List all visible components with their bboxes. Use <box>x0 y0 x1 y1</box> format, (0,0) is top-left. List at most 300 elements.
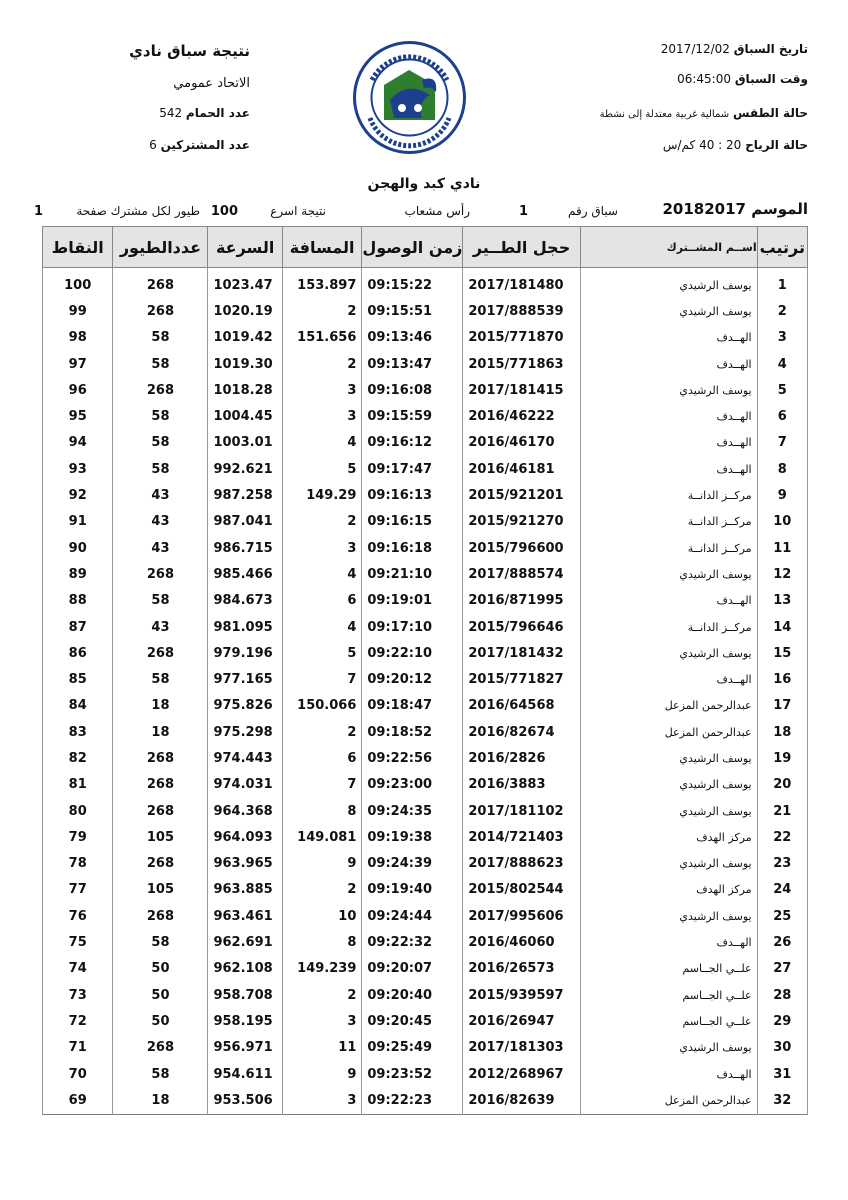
cell-arrival: 09:19:01 <box>362 588 463 614</box>
cell-points: 92 <box>43 482 113 508</box>
cell-distance: 8 <box>282 798 362 824</box>
cell-ring: 2014/721403 <box>463 824 580 850</box>
cell-speed: 963.885 <box>208 877 282 903</box>
cell-points: 81 <box>43 772 113 798</box>
table-row <box>43 693 808 719</box>
cell-rank: 16 <box>757 666 807 692</box>
cell-rank: 11 <box>757 535 807 561</box>
cell-ring: 2015/802544 <box>463 877 580 903</box>
cell-speed: 958.708 <box>208 982 282 1008</box>
club-name: نادي كبد والهجن <box>367 176 481 192</box>
cell-arrival: 09:22:56 <box>362 745 463 771</box>
cell-points: 90 <box>43 535 113 561</box>
cell-distance: 9 <box>282 851 362 877</box>
fastest-count: 100 <box>210 204 238 219</box>
table-row <box>43 772 808 798</box>
union-type: الاتحاد عمومي <box>173 76 250 91</box>
cell-arrival: 09:15:51 <box>362 298 463 324</box>
cell-distance: 6 <box>282 745 362 771</box>
table-row <box>43 268 808 299</box>
cell-arrival: 09:21:10 <box>362 561 463 587</box>
cell-ring: 2017/181102 <box>463 798 580 824</box>
cell-birds: 50 <box>113 1008 208 1034</box>
cell-arrival: 09:16:13 <box>362 482 463 508</box>
cell-birds: 268 <box>113 851 208 877</box>
cell-arrival: 09:13:46 <box>362 325 463 351</box>
cell-participant: عبدالرحمن المزعل <box>580 1087 757 1114</box>
cell-rank: 10 <box>757 509 807 535</box>
cell-distance: 9 <box>282 1061 362 1087</box>
cell-points: 98 <box>43 325 113 351</box>
cell-rank: 30 <box>757 1035 807 1061</box>
cell-rank: 17 <box>757 693 807 719</box>
cell-birds: 268 <box>113 640 208 666</box>
table-row <box>43 1008 808 1034</box>
cell-arrival: 09:23:00 <box>362 772 463 798</box>
cell-distance: 11 <box>282 1035 362 1061</box>
cell-arrival: 09:15:59 <box>362 403 463 429</box>
cell-ring: 2017/181480 <box>463 268 580 299</box>
cell-points: 76 <box>43 903 113 929</box>
cell-distance: 8 <box>282 929 362 955</box>
cell-distance: 4 <box>282 430 362 456</box>
cell-speed: 974.031 <box>208 772 282 798</box>
cell-participant: الهــدف <box>580 351 757 377</box>
cell-ring: 2016/871995 <box>463 588 580 614</box>
cell-birds: 268 <box>113 268 208 299</box>
cell-ring: 2016/46222 <box>463 403 580 429</box>
cell-points: 86 <box>43 640 113 666</box>
table-row <box>43 798 808 824</box>
cell-birds: 268 <box>113 745 208 771</box>
wind <box>663 138 808 152</box>
result-title: نتيجة سباق نادي <box>129 42 250 60</box>
cell-participant: يوسف الرشيدي <box>580 268 757 299</box>
cell-distance: 149.29 <box>282 482 362 508</box>
cell-points: 84 <box>43 693 113 719</box>
cell-birds: 18 <box>113 693 208 719</box>
cell-speed: 986.715 <box>208 535 282 561</box>
cell-birds: 268 <box>113 1035 208 1061</box>
cell-ring: 2016/82639 <box>463 1087 580 1114</box>
cell-rank: 26 <box>757 929 807 955</box>
cell-rank: 9 <box>757 482 807 508</box>
cell-rank: 4 <box>757 351 807 377</box>
cell-points: 79 <box>43 824 113 850</box>
cell-rank: 8 <box>757 456 807 482</box>
cell-points: 78 <box>43 851 113 877</box>
cell-birds: 58 <box>113 456 208 482</box>
cell-rank: 24 <box>757 877 807 903</box>
cell-speed: 985.466 <box>208 561 282 587</box>
cell-distance: 3 <box>282 403 362 429</box>
cell-speed: 1019.30 <box>208 351 282 377</box>
cell-ring: 2016/46181 <box>463 456 580 482</box>
cell-rank: 18 <box>757 719 807 745</box>
race-time-label: وقت السباق <box>734 72 808 86</box>
cell-arrival: 09:23:52 <box>362 1061 463 1087</box>
cell-points: 74 <box>43 956 113 982</box>
cell-points: 100 <box>43 268 113 299</box>
table-row <box>43 719 808 745</box>
cell-speed: 987.258 <box>208 482 282 508</box>
cell-rank: 27 <box>757 956 807 982</box>
cell-rank: 7 <box>757 430 807 456</box>
cell-participant: علــي الجــاسم <box>580 1008 757 1034</box>
cell-birds: 268 <box>113 798 208 824</box>
cell-points: 88 <box>43 588 113 614</box>
cell-points: 73 <box>43 982 113 1008</box>
cell-rank: 25 <box>757 903 807 929</box>
table-row <box>43 614 808 640</box>
cell-rank: 19 <box>757 745 807 771</box>
cell-arrival: 09:25:49 <box>362 1035 463 1061</box>
cell-distance: 149.239 <box>282 956 362 982</box>
cell-rank: 20 <box>757 772 807 798</box>
cell-birds: 18 <box>113 719 208 745</box>
table-row <box>43 1087 808 1114</box>
cell-participant: يوسف الرشيدي <box>580 298 757 324</box>
cell-birds: 43 <box>113 614 208 640</box>
cell-birds: 268 <box>113 903 208 929</box>
weather <box>600 106 808 120</box>
cell-distance: 150.066 <box>282 693 362 719</box>
cell-participant: علــي الجــاسم <box>580 956 757 982</box>
cell-speed: 963.461 <box>208 903 282 929</box>
table-row <box>43 456 808 482</box>
cell-rank: 21 <box>757 798 807 824</box>
cell-distance: 3 <box>282 1087 362 1114</box>
col-arrival: زمن الوصول <box>362 227 463 268</box>
cell-ring: 2016/2826 <box>463 745 580 771</box>
results-table <box>42 226 808 1115</box>
table-row <box>43 430 808 456</box>
cell-birds: 58 <box>113 666 208 692</box>
cell-arrival: 09:15:22 <box>362 268 463 299</box>
cell-ring: 2017/181303 <box>463 1035 580 1061</box>
cell-speed: 975.826 <box>208 693 282 719</box>
cell-speed: 1019.42 <box>208 325 282 351</box>
race-time <box>677 72 808 86</box>
cell-points: 87 <box>43 614 113 640</box>
table-row <box>43 851 808 877</box>
cell-ring: 2015/771863 <box>463 351 580 377</box>
cell-participant: يوسف الرشيدي <box>580 798 757 824</box>
table-header-row <box>43 227 808 268</box>
cell-points: 93 <box>43 456 113 482</box>
cell-arrival: 09:20:12 <box>362 666 463 692</box>
table-row <box>43 1035 808 1061</box>
table-row <box>43 640 808 666</box>
cell-points: 71 <box>43 1035 113 1061</box>
cell-distance: 6 <box>282 588 362 614</box>
cell-birds: 58 <box>113 351 208 377</box>
cell-points: 99 <box>43 298 113 324</box>
cell-points: 69 <box>43 1087 113 1114</box>
cell-arrival: 09:20:07 <box>362 956 463 982</box>
cell-ring: 2015/796600 <box>463 535 580 561</box>
cell-birds: 43 <box>113 482 208 508</box>
cell-rank: 3 <box>757 325 807 351</box>
cell-ring: 2017/995606 <box>463 903 580 929</box>
cell-rank: 1 <box>757 268 807 299</box>
cell-distance: 5 <box>282 456 362 482</box>
cell-ring: 2016/82674 <box>463 719 580 745</box>
table-row <box>43 982 808 1008</box>
cell-points: 89 <box>43 561 113 587</box>
cell-speed: 962.108 <box>208 956 282 982</box>
cell-arrival: 09:17:47 <box>362 456 463 482</box>
cell-ring: 2017/181415 <box>463 377 580 403</box>
cell-distance: 10 <box>282 903 362 929</box>
col-speed: السرعة <box>208 227 282 268</box>
cell-rank: 5 <box>757 377 807 403</box>
table-row <box>43 877 808 903</box>
cell-points: 82 <box>43 745 113 771</box>
cell-ring: 2016/26947 <box>463 1008 580 1034</box>
cell-rank: 29 <box>757 1008 807 1034</box>
col-distance: المسافة <box>282 227 362 268</box>
cell-speed: 962.691 <box>208 929 282 955</box>
cell-rank: 12 <box>757 561 807 587</box>
cell-speed: 953.506 <box>208 1087 282 1114</box>
cell-birds: 105 <box>113 824 208 850</box>
cell-ring: 2017/888623 <box>463 851 580 877</box>
cell-speed: 958.195 <box>208 1008 282 1034</box>
table-row <box>43 588 808 614</box>
cell-birds: 268 <box>113 772 208 798</box>
table-row <box>43 509 808 535</box>
cell-points: 96 <box>43 377 113 403</box>
cell-rank: 15 <box>757 640 807 666</box>
cell-participant: يوسف الرشيدي <box>580 851 757 877</box>
cell-arrival: 09:16:12 <box>362 430 463 456</box>
wind-value: 20 : 40 كم/س <box>662 138 742 152</box>
cell-participant: الهــدف <box>580 1061 757 1087</box>
cell-points: 83 <box>43 719 113 745</box>
cell-participant: الهــدف <box>580 403 757 429</box>
table-row <box>43 1061 808 1087</box>
pigeon-count <box>159 106 250 120</box>
cell-distance: 5 <box>282 640 362 666</box>
cell-distance: 2 <box>282 982 362 1008</box>
cell-arrival: 09:18:47 <box>362 693 463 719</box>
cell-birds: 58 <box>113 403 208 429</box>
cell-distance: 4 <box>282 561 362 587</box>
cell-arrival: 09:20:40 <box>362 982 463 1008</box>
cell-participant: يوسف الرشيدي <box>580 903 757 929</box>
wind-label: حالة الرياح <box>745 138 808 152</box>
cell-arrival: 09:24:39 <box>362 851 463 877</box>
cell-participant: عبدالرحمن المزعل <box>580 719 757 745</box>
cell-birds: 105 <box>113 877 208 903</box>
cell-participant: يوسف الرشيدي <box>580 1035 757 1061</box>
table-row <box>43 666 808 692</box>
cell-birds: 268 <box>113 298 208 324</box>
cell-participant: يوسف الرشيدي <box>580 772 757 798</box>
cell-birds: 268 <box>113 377 208 403</box>
cell-distance: 2 <box>282 877 362 903</box>
fastest-label: نتيجة اسرع <box>270 204 326 218</box>
cell-points: 77 <box>43 877 113 903</box>
cell-arrival: 09:22:23 <box>362 1087 463 1114</box>
cell-distance: 2 <box>282 719 362 745</box>
table-row <box>43 929 808 955</box>
col-ring: حجل الطــير <box>463 227 580 268</box>
cell-arrival: 09:22:32 <box>362 929 463 955</box>
federation-logo <box>352 40 467 155</box>
cell-speed: 977.165 <box>208 666 282 692</box>
cell-ring: 2017/181432 <box>463 640 580 666</box>
col-points: النقاط <box>43 227 113 268</box>
cell-speed: 964.093 <box>208 824 282 850</box>
cell-birds: 43 <box>113 509 208 535</box>
cell-arrival: 09:16:08 <box>362 377 463 403</box>
cell-birds: 268 <box>113 561 208 587</box>
cell-speed: 981.095 <box>208 614 282 640</box>
table-row <box>43 377 808 403</box>
table-row <box>43 403 808 429</box>
cell-birds: 58 <box>113 588 208 614</box>
cell-rank: 23 <box>757 851 807 877</box>
cell-birds: 43 <box>113 535 208 561</box>
cell-birds: 58 <box>113 430 208 456</box>
table-row <box>43 824 808 850</box>
cell-arrival: 09:19:38 <box>362 824 463 850</box>
cell-rank: 2 <box>757 298 807 324</box>
col-participant: اســم المشــترك <box>580 227 757 268</box>
cell-participant: علــي الجــاسم <box>580 982 757 1008</box>
cell-ring: 2012/268967 <box>463 1061 580 1087</box>
race-summary-row <box>33 200 808 224</box>
cell-speed: 963.965 <box>208 851 282 877</box>
cell-distance: 4 <box>282 614 362 640</box>
cell-participant: الهــدف <box>580 430 757 456</box>
cell-ring: 2015/771827 <box>463 666 580 692</box>
cell-ring: 2016/64568 <box>463 693 580 719</box>
cell-ring: 2016/46060 <box>463 929 580 955</box>
cell-distance: 3 <box>282 377 362 403</box>
cell-speed: 956.971 <box>208 1035 282 1061</box>
cell-arrival: 09:19:40 <box>362 877 463 903</box>
cell-birds: 58 <box>113 1061 208 1087</box>
cell-participant: مركــز الدانــة <box>580 614 757 640</box>
cell-birds: 58 <box>113 325 208 351</box>
cell-speed: 987.041 <box>208 509 282 535</box>
cell-birds: 58 <box>113 929 208 955</box>
cell-arrival: 09:16:18 <box>362 535 463 561</box>
cell-points: 94 <box>43 430 113 456</box>
race-number: 1 <box>518 204 528 219</box>
cell-points: 85 <box>43 666 113 692</box>
cell-arrival: 09:20:45 <box>362 1008 463 1034</box>
cell-ring: 2015/939597 <box>463 982 580 1008</box>
cell-participant: مركــز الدانــة <box>580 535 757 561</box>
pigeon-count-value: 542 <box>159 106 183 120</box>
table-row <box>43 745 808 771</box>
cell-ring: 2015/771870 <box>463 325 580 351</box>
race-date-value: 2017/12/02 <box>660 42 730 56</box>
table-row <box>43 535 808 561</box>
season-value: 20182017 <box>662 200 746 218</box>
cell-distance: 153.897 <box>282 268 362 299</box>
page-number: 1 <box>33 204 43 219</box>
cell-distance: 3 <box>282 1008 362 1034</box>
cell-speed: 974.443 <box>208 745 282 771</box>
cell-birds: 50 <box>113 982 208 1008</box>
table-row <box>43 325 808 351</box>
cell-speed: 964.368 <box>208 798 282 824</box>
cell-ring: 2017/888539 <box>463 298 580 324</box>
weather-label: حالة الطقس <box>732 106 808 120</box>
release-location: رأس مشعاب <box>404 204 470 218</box>
cell-points: 91 <box>43 509 113 535</box>
cell-participant: يوسف الرشيدي <box>580 561 757 587</box>
cell-participant: مركــز الدانــة <box>580 509 757 535</box>
cell-speed: 1003.01 <box>208 430 282 456</box>
cell-participant: الهــدف <box>580 588 757 614</box>
cell-rank: 13 <box>757 588 807 614</box>
cell-birds: 50 <box>113 956 208 982</box>
cell-distance: 7 <box>282 772 362 798</box>
cell-ring: 2015/921270 <box>463 509 580 535</box>
table-row <box>43 482 808 508</box>
cell-points: 95 <box>43 403 113 429</box>
cell-points: 72 <box>43 1008 113 1034</box>
cell-rank: 14 <box>757 614 807 640</box>
cell-speed: 1023.47 <box>208 268 282 299</box>
cell-speed: 984.673 <box>208 588 282 614</box>
cell-rank: 6 <box>757 403 807 429</box>
cell-rank: 32 <box>757 1087 807 1114</box>
cell-speed: 954.611 <box>208 1061 282 1087</box>
cell-distance: 149.081 <box>282 824 362 850</box>
cell-arrival: 09:24:35 <box>362 798 463 824</box>
cell-ring: 2016/3883 <box>463 772 580 798</box>
cell-points: 80 <box>43 798 113 824</box>
race-date-label: تاريخ السباق <box>733 42 808 56</box>
cell-arrival: 09:13:47 <box>362 351 463 377</box>
table-row <box>43 956 808 982</box>
table-row <box>43 903 808 929</box>
cell-distance: 2 <box>282 351 362 377</box>
cell-participant: الهــدف <box>580 929 757 955</box>
participants-value: 6 <box>149 138 157 152</box>
cell-arrival: 09:18:52 <box>362 719 463 745</box>
cell-distance: 2 <box>282 298 362 324</box>
cell-distance: 2 <box>282 509 362 535</box>
cell-speed: 979.196 <box>208 640 282 666</box>
season-label: الموسم <box>751 200 808 218</box>
table-row <box>43 351 808 377</box>
cell-speed: 1004.45 <box>208 403 282 429</box>
cell-participant: يوسف الرشيدي <box>580 377 757 403</box>
race-date <box>661 42 808 56</box>
participants-count <box>149 138 250 152</box>
cell-rank: 28 <box>757 982 807 1008</box>
cell-speed: 1018.28 <box>208 377 282 403</box>
cell-distance: 151.656 <box>282 325 362 351</box>
cell-rank: 31 <box>757 1061 807 1087</box>
cell-participant: الهــدف <box>580 666 757 692</box>
pigeon-count-label: عدد الحمام <box>185 106 250 120</box>
cell-participant: يوسف الرشيدي <box>580 640 757 666</box>
cell-arrival: 09:22:10 <box>362 640 463 666</box>
cell-speed: 1020.19 <box>208 298 282 324</box>
table-row <box>43 298 808 324</box>
col-rank: ترتيب <box>757 227 807 268</box>
cell-distance: 3 <box>282 535 362 561</box>
